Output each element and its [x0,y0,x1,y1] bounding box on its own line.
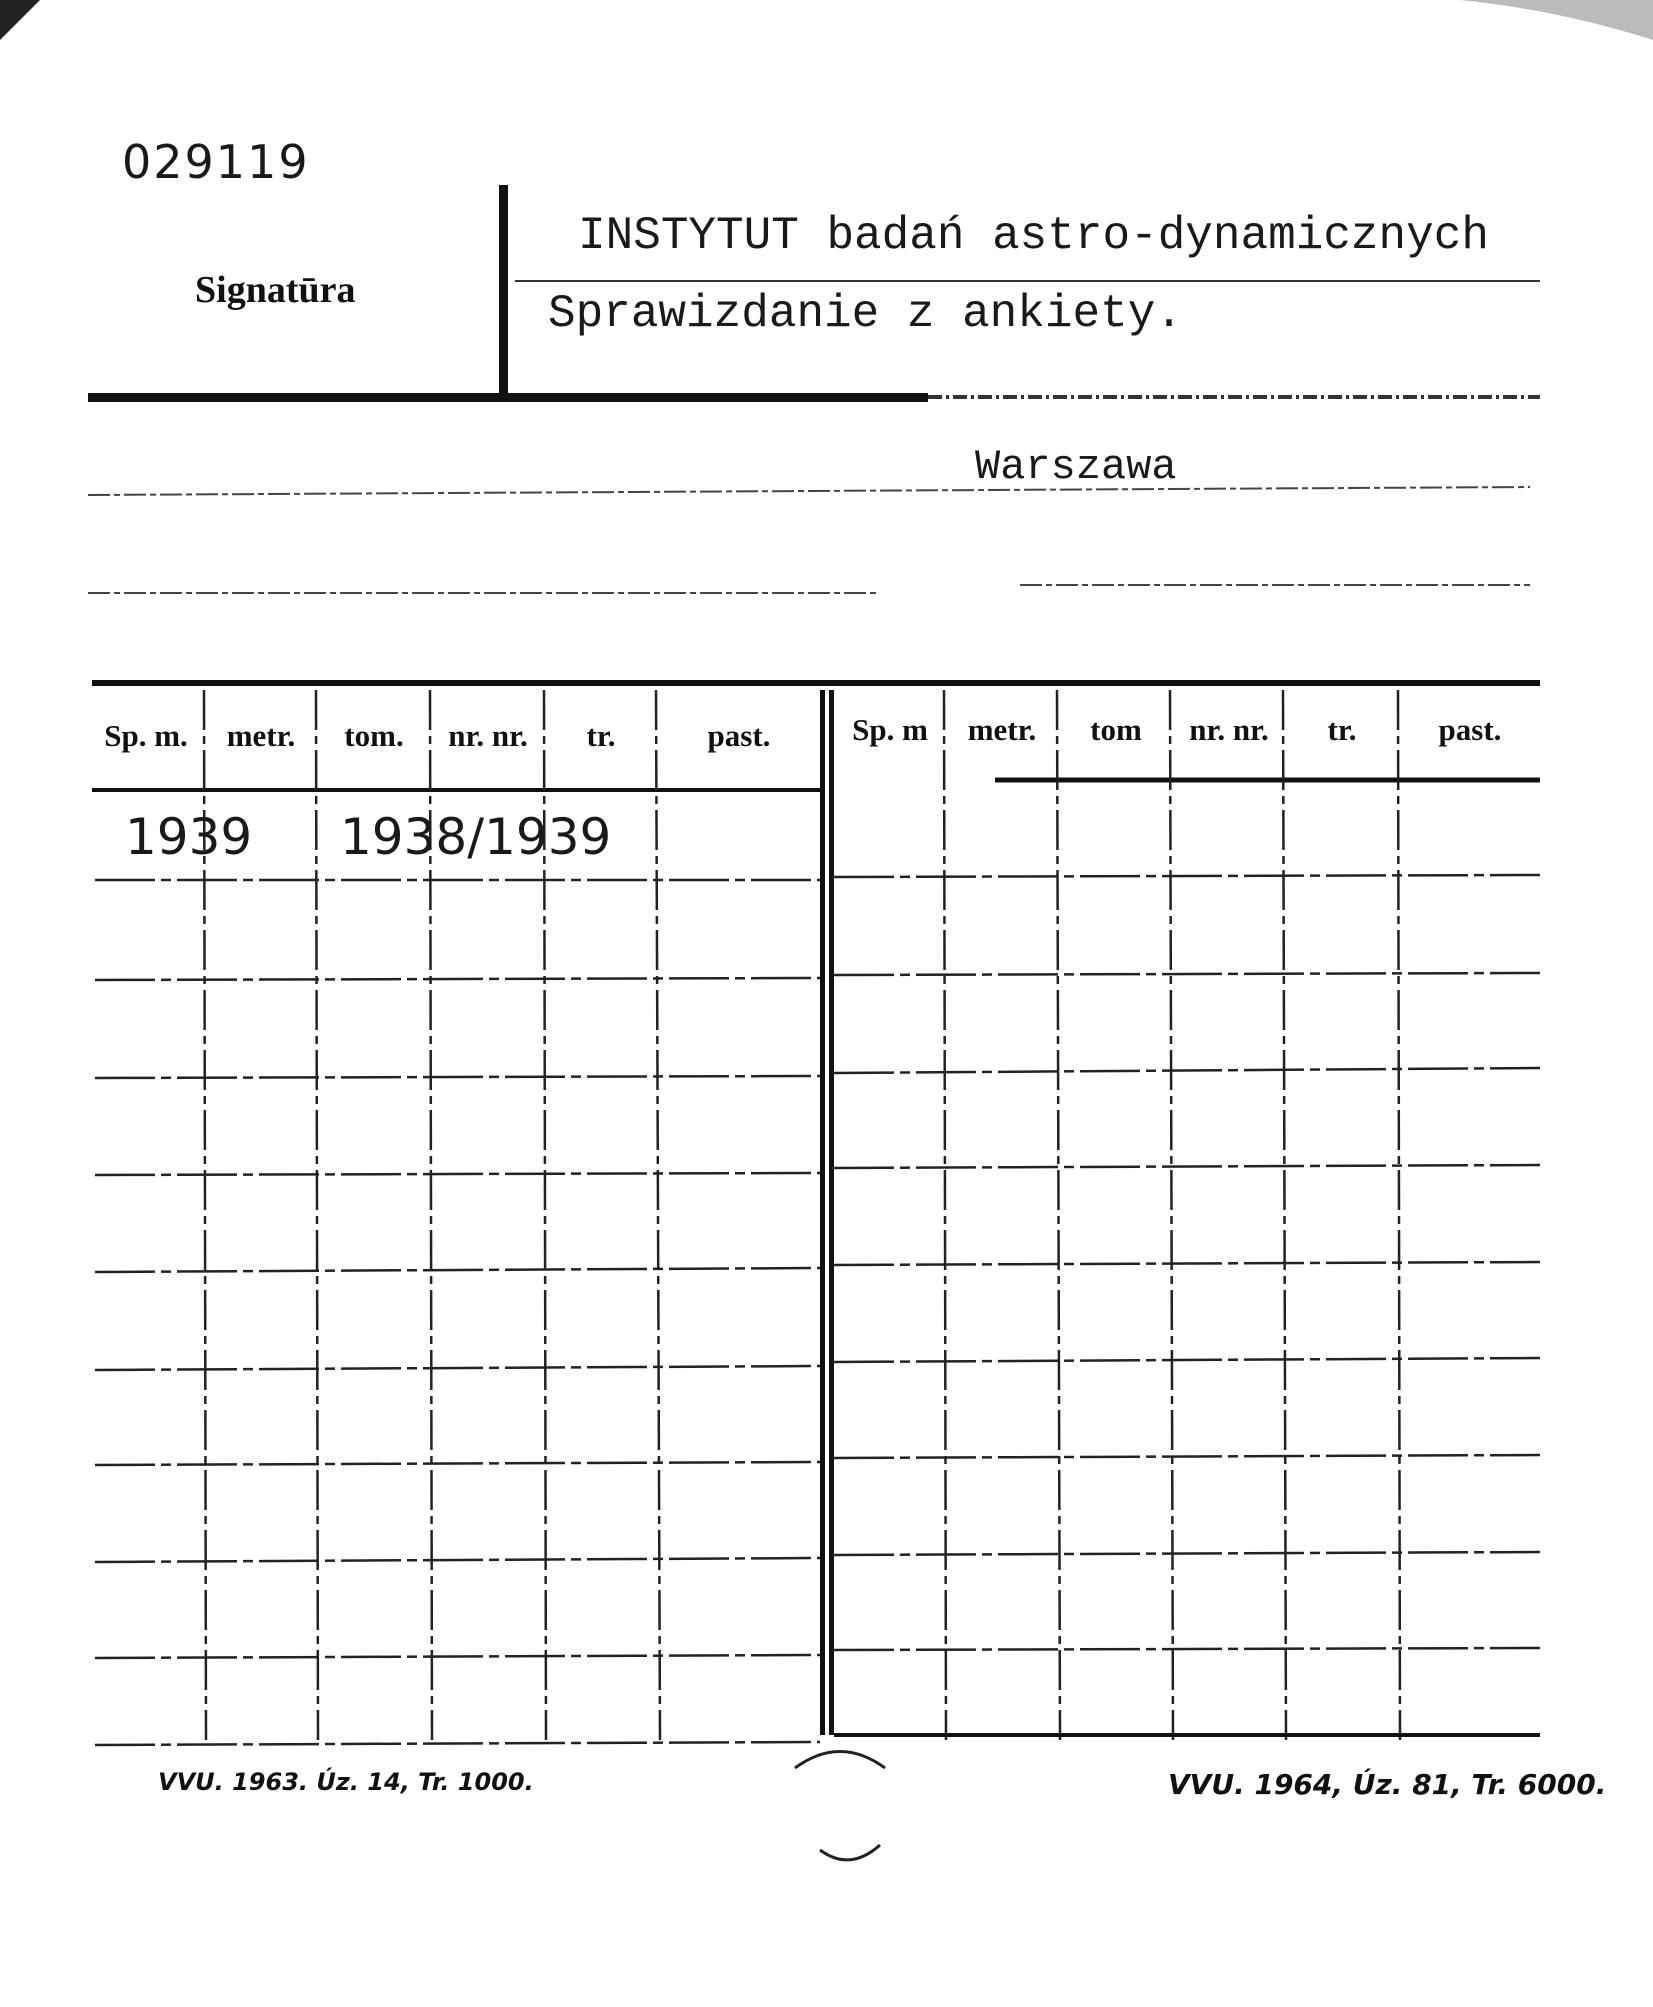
col-header-metr-right: metr. [967,712,1037,747]
col-header-past-right: past. [1438,712,1502,747]
footer-stamp-left: VVU. 1963. Úz. 14, Tr. 1000. [158,1768,534,1796]
col-header-tr-right: tr. [1327,712,1357,747]
footer-stamp-right: VVU. 1964, Úz. 81, Tr. 6000. [1168,1768,1607,1801]
col-header-past: past. [707,718,771,753]
col-header-sp-m-right: Sp. m [852,712,928,747]
col-header-metr: metr. [226,718,296,753]
signature-label: Signatūra [195,269,356,311]
title-line-2: Sprawizdanie z ankiety. [548,288,1183,340]
title-line-1: INSTYTUT badań astro-dynamicznych [578,210,1489,262]
card-number: 029119 [122,135,310,189]
col-header-tr: tr. [586,718,616,753]
col-header-nr-nr-right: nr. nr. [1189,712,1269,747]
col-header-nr-nr: nr. nr. [448,718,528,753]
row1-volume: 1938/1939 [340,808,612,866]
col-header-sp-m: Sp. m. [104,718,188,753]
place-label: Warszawa [975,443,1177,491]
col-header-tom-right: tom [1090,712,1142,747]
row1-year: 1939 [125,808,253,866]
col-header-tom: tom. [344,718,404,753]
